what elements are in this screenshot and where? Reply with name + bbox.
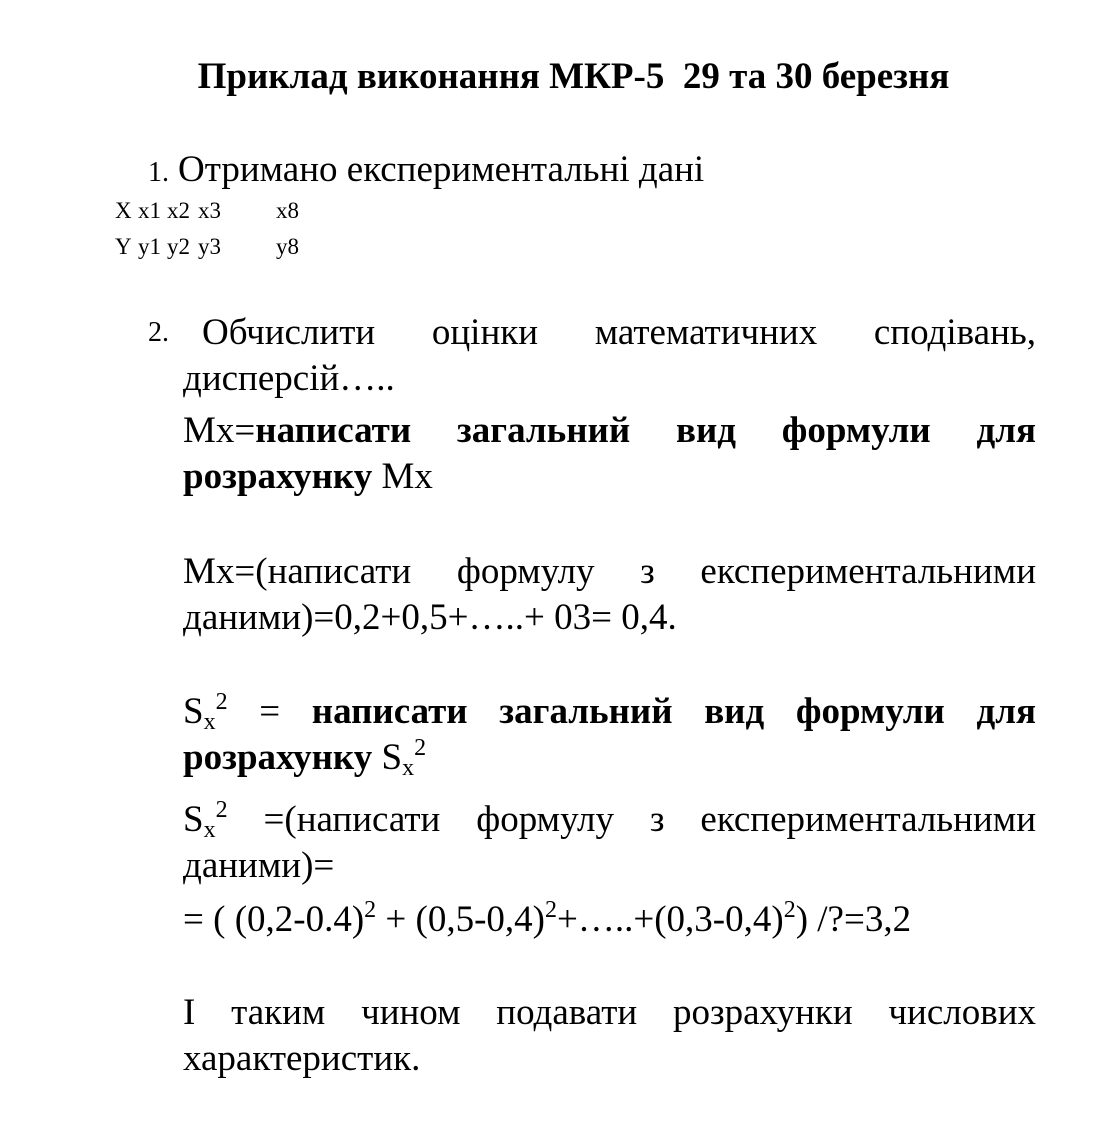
row-x-label: X — [115, 198, 132, 223]
list-item-number: 1. — [148, 157, 169, 188]
sx-general-formula: $S_x^2$ = написати загальний вид формули для розрахунку $S_x^2$ — [183, 689, 1036, 781]
page-title: Приклад виконання МКР-5 29 та 30 березня — [197, 56, 950, 97]
item2-intro: Обчислити оцінки математичних сподівань, дисперсій….. — [183, 312, 1036, 399]
row-y-cell: y8 — [276, 234, 299, 259]
row-y-cell: y2 — [167, 234, 190, 259]
row-y-cell: y1 — [138, 234, 161, 259]
row-x-cell: x1 — [138, 198, 161, 223]
list-item-number: 2. — [148, 317, 169, 348]
sx-numeric-formula: $S_x^2$ =(написати формулу з експериментальними даними)= — [183, 797, 1036, 886]
conclusion-text: І таким чином подавати розрахунки числових характеристик. — [183, 992, 1036, 1079]
row-x-cell: x8 — [276, 198, 299, 223]
row-y-label: Y — [115, 234, 132, 259]
mx-numeric-formula: Mx=(написати формулу з експериментальними даними)=0,2+0,5+…..+ 03= 0,4. — [183, 551, 1036, 638]
row-y-cell: y3 — [198, 234, 221, 259]
list-item-text: Отримано експериментальні дані — [178, 149, 705, 190]
mx-general-formula: Mx=написати загальний вид формули для розрахунку Mx — [183, 410, 1036, 497]
list-item-1 — [148, 147, 704, 196]
row-x-cell: x3 — [198, 198, 221, 223]
row-x-cell: x2 — [167, 198, 190, 223]
sx-calculation: = ( $(0,2-0.4)^2$ + $(0,5-0,4)^2+\dots..+(0,3-0,4)^2$) /?=3,2 — [183, 897, 912, 940]
